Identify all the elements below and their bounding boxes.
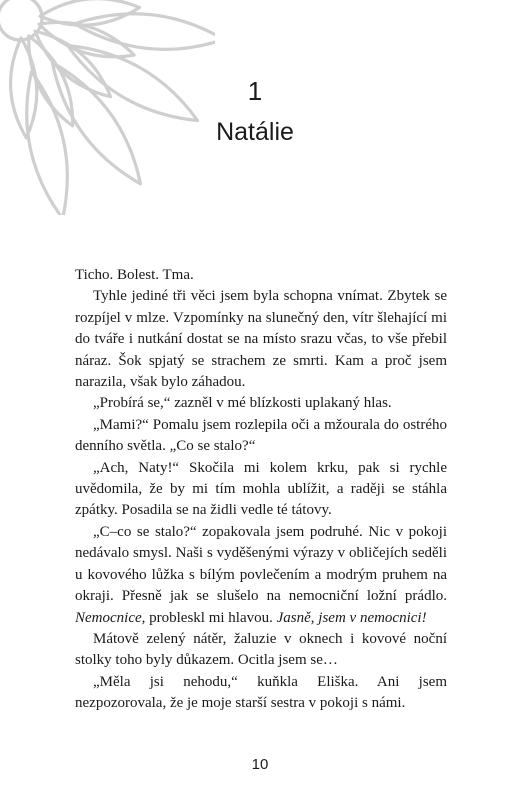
- paragraph-text: „C–co se stalo?“ zopakovala jsem podruhé. Nic v pokoji nedávalo smysl. Naši s vyděšenými výrazy v obličejích seděli u kovového lůžka s bílým povlečením a modrým pruhem na okraji. Přesně jak se slušelo na nemocniční ložní prádlo.: [75, 523, 447, 605]
- flower-center: [0, 0, 42, 40]
- paragraph-text: Tyhle jediné tři věci jsem byla schopna vnímat. Zbytek se rozpíjel v mlze. Vzpomínky na slunečný den, vítr šlehající mi do tváře i nutkání dostat se na místo srazu včas, to vše přebil náraz. Šok spjatý se strachem ze smrti. Kam a proč jsem narazila, však bylo záhadou.: [75, 288, 447, 391]
- body-paragraph: [75, 522, 447, 629]
- flower-petal: [75, 14, 215, 50]
- paragraph-text: „Měla jsi nehodu,“ kuňkla Eliška. Ani jsem nezpozorovala, že je moje starší sestra v pokoji s námi.: [75, 673, 447, 712]
- flower-petal: [35, 31, 110, 97]
- paragraph-text: probleskl mi hlavou.: [145, 609, 277, 626]
- paragraph-text: „Ach, Naty!“ Skočila mi kolem krku, pak si rychle uvědomila, že by mi tím mohla ublížit, a raději se stáhla zpátky. Posadila se na židli vedle té tátovy.: [75, 459, 447, 519]
- paragraph-text: „Probírá se,“ zazněl v mé blízkosti uplakaný hlas.: [93, 395, 392, 412]
- body-paragraph: [75, 458, 447, 522]
- flower-petal: [39, 22, 134, 56]
- chapter-title: Natálie: [216, 118, 294, 146]
- paragraph-text: Ticho. Bolest. Tma.: [75, 267, 194, 283]
- body-paragraph: [75, 265, 447, 286]
- flower-ornament-icon: [0, 0, 215, 215]
- body-paragraph: [75, 286, 447, 393]
- paragraph-text: „Mami?“ Pomalu jsem rozlepila oči a mžourala do ostrého denního světla. „Co se stalo?“: [75, 416, 447, 455]
- body-paragraph: [75, 672, 447, 715]
- chapter-body-text: [75, 265, 447, 715]
- body-paragraph: [75, 629, 447, 672]
- body-paragraph: [75, 393, 447, 414]
- italic-text: Jasně, jsem v nemocnici!: [276, 609, 427, 626]
- page-number: 10: [251, 756, 269, 773]
- body-paragraph: [75, 415, 447, 458]
- paragraph-text: Mátově zelený nátěr, žaluzie v oknech i kovové noční stolky toho byly důkazem. Ocitla jsem se…: [75, 630, 447, 669]
- italic-text: Nemocnice,: [75, 609, 146, 626]
- flower-petal: [11, 38, 37, 138]
- chapter-number: 1: [247, 76, 263, 106]
